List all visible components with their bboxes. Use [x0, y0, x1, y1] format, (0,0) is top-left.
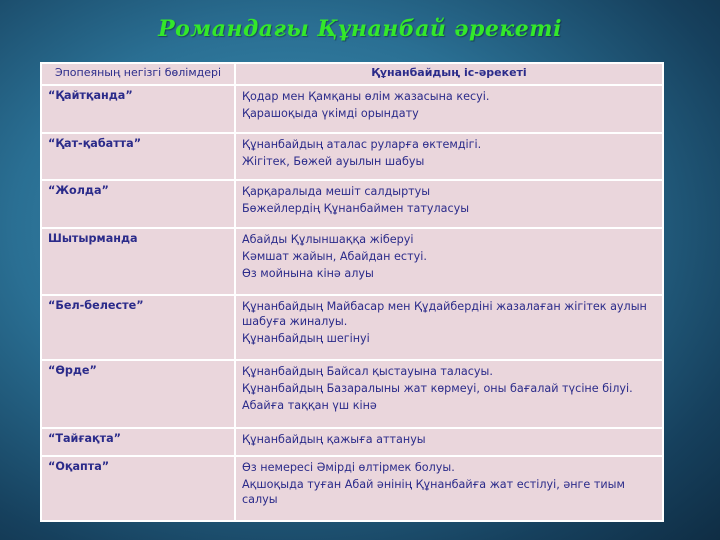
- table-row: [42, 361, 662, 427]
- part-cell: “Тайғақта”: [42, 429, 234, 455]
- actions-cell: [236, 86, 662, 132]
- action-line: Өз мойнына кінә алуы: [242, 266, 374, 280]
- actions-cell: [236, 429, 662, 455]
- actions-cell: [236, 296, 662, 359]
- table-row: [42, 181, 662, 227]
- actions-cell: [236, 457, 662, 520]
- part-cell: “Бел-белесте”: [42, 296, 234, 359]
- actions-cell: [236, 229, 662, 295]
- header-cell-actions: Құнанбайдың іс-әрекеті: [236, 64, 662, 84]
- table-header-row: [42, 64, 662, 84]
- table-row: [42, 429, 662, 455]
- table-row: [42, 296, 662, 359]
- action-line: Құнанбайдың Базаралыны жат көрмеуі, оны бағалай түсіне білуі.: [242, 382, 633, 396]
- slide-title: Романдағы Құнанбай әрекеті: [158, 16, 562, 42]
- actions-cell: [236, 134, 662, 180]
- table-row: [42, 229, 662, 295]
- action-line: Абайға таққан үш кінә: [242, 399, 377, 413]
- table-row: [42, 457, 662, 520]
- action-line: Қарашоқыда үкімді орындату: [242, 106, 419, 120]
- part-cell: “Қайтқанда”: [42, 86, 234, 132]
- content-table-container: [40, 62, 664, 522]
- content-table: [40, 62, 664, 522]
- part-cell: Шытырманда: [42, 229, 234, 295]
- actions-cell: [236, 181, 662, 227]
- action-line: Кәмшат жайын, Абайдан естуі.: [242, 249, 427, 263]
- table-row: [42, 134, 662, 180]
- action-line: Қарқаралыда мешіт салдыртуы: [242, 185, 431, 199]
- part-cell: “Жолда”: [42, 181, 234, 227]
- table-row: [42, 86, 662, 132]
- action-line: Құнанбайдың шегінуі: [242, 332, 370, 346]
- action-line: Құнанбайдың қажыға аттануы: [242, 433, 426, 447]
- part-cell: “Өрде”: [42, 361, 234, 427]
- action-line: Бөжейлердің Құнанбаймен татуласуы: [242, 202, 470, 216]
- action-line: Жігітек, Бөжей ауылын шабуы: [242, 154, 425, 168]
- action-line: Өз немересі Әмірді өлтірмек болуы.: [242, 460, 455, 474]
- part-cell: “Оқапта”: [42, 457, 234, 520]
- action-line: Абайды Құлыншаққа жіберуі: [242, 232, 414, 246]
- part-cell: “Қат-қабатта”: [42, 134, 234, 180]
- action-line: Құнанбайдың Байсал қыстауына таласуы.: [242, 365, 493, 379]
- action-line: Қодар мен Қамқаны өлім жазасына кесуі.: [242, 89, 490, 103]
- header-cell-parts: Эпопеяның негізгі бөлімдері: [42, 64, 234, 84]
- action-line: Құнанбайдың Майбасар мен Құдайбердіні жазалаған жігітек аулын шабуға жиналуы.: [242, 300, 647, 329]
- action-line: Ақшоқыда туған Абай әнінің Құнанбайға жат естілуі, әнге тиым салуы: [242, 477, 625, 506]
- action-line: Құнанбайдың аталас руларға өктемдігі.: [242, 137, 482, 151]
- actions-cell: [236, 361, 662, 427]
